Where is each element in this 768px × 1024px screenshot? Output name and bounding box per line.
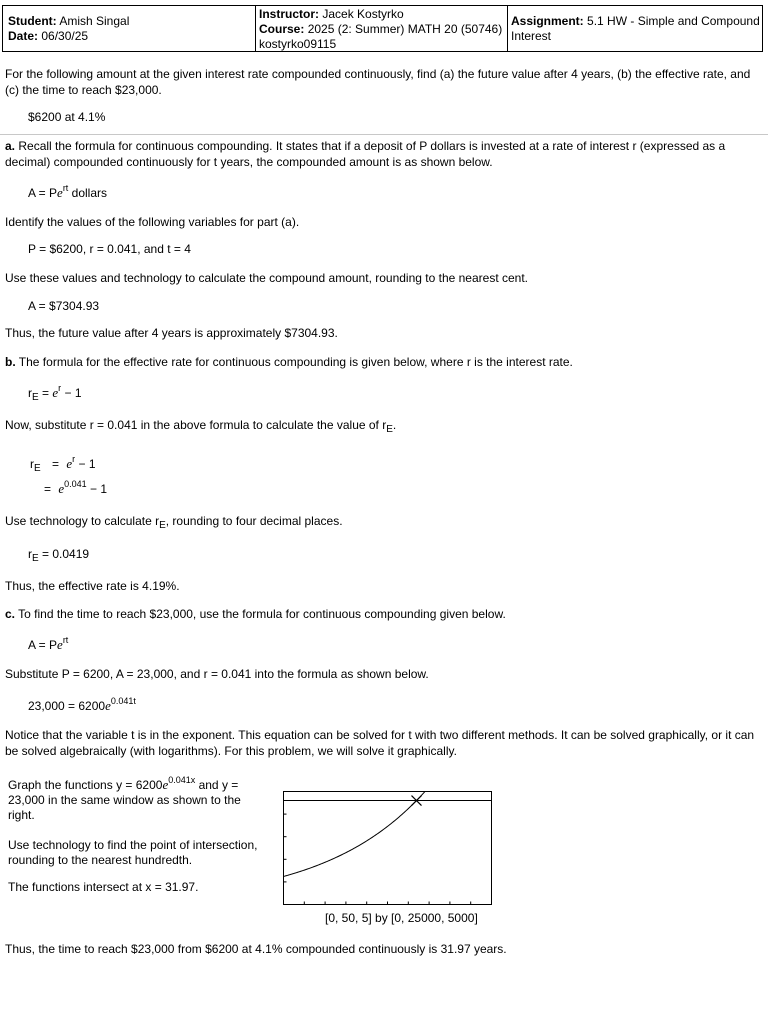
part-a-intro: [5, 138, 760, 170]
formula-unit: dollars: [68, 186, 107, 200]
effective-rate-formula: [28, 385, 82, 401]
part-a-text: Recall the formula for continuous compounding. It states that if a deposit of P dollars is invested at a rate of interest r (expressed as a decimal) compounded continuously for t years, the compounded amount is as shown below.: [5, 139, 726, 169]
rate-value: = 0.0419: [38, 547, 90, 561]
formula-lhs: A = P: [28, 638, 58, 652]
equals: =: [38, 386, 53, 400]
compound-amount-result: A = $7304.93: [28, 299, 100, 313]
exponent-r: r: [58, 383, 62, 393]
assignment-header: [2, 5, 763, 52]
effective-rate-result: [28, 546, 89, 562]
course-info: [259, 7, 502, 52]
use-technology-rate-text: [5, 513, 760, 529]
subscript-e: E: [386, 424, 393, 435]
r-symbol: r: [28, 547, 32, 561]
exponent-value: 0.041: [64, 479, 87, 489]
instructor-label: Instructor:: [259, 7, 319, 21]
euler-e: e: [57, 637, 63, 652]
problem-given: $6200 at 4.1%: [28, 110, 106, 124]
course-label: Course:: [259, 22, 305, 36]
use-tech-pre: Use technology to calculate r: [5, 514, 160, 528]
intersection-result: The functions intersect at x = 31.97.: [8, 880, 199, 894]
part-b-intro: [5, 354, 760, 370]
notice-text: Notice that the variable t is in the exponent. This equation can be solved for t with two different methods. It can be solved graphically, or it can be solved algebraically (with logarithms). For this problem, we will solve it graphically.: [5, 728, 755, 758]
part-c-label: c.: [5, 607, 16, 621]
continuous-formula-c: [28, 637, 68, 653]
graph-post: and y = 23,000 in the same window as shown to the right.: [8, 778, 241, 822]
assignment-title: 5.1 HW - Simple and Compound Interest: [511, 14, 760, 43]
section-divider: [0, 134, 768, 135]
part-a-conclusion: Thus, the future value after 4 years is approximately $7304.93.: [5, 326, 338, 340]
equals: =: [44, 482, 55, 496]
part-c-text: To find the time to reach $23,000, use the formula for continuous compounding given below.: [18, 607, 506, 621]
substitute-values-text: Substitute P = 6200, A = 23,000, and r = 0.041 into the formula as shown below.: [5, 667, 429, 681]
euler-e: e: [52, 385, 59, 400]
formula-lhs: A = P: [28, 186, 58, 200]
exponent-r: r: [72, 454, 76, 464]
continuous-formula: [28, 185, 107, 201]
substitute-text: [5, 417, 760, 433]
assignment-label: Assignment:: [511, 14, 584, 28]
variable-values: P = $6200, r = 0.041, and t = 4: [28, 242, 191, 256]
problem-statement: For the following amount at the given interest rate compounded continuously, find (a) the future value after 4 years, (b) the effective rate, and (c) the time to reach $23,000.: [5, 67, 751, 97]
part-b-conclusion: Thus, the effective rate is 4.19%.: [5, 579, 180, 593]
intersection-graph: [283, 791, 493, 906]
r-symbol: r: [30, 457, 34, 471]
effective-rate-step1: [30, 456, 96, 472]
part-b-label: b.: [5, 355, 16, 369]
substitute-pre: Now, substitute r = 0.041 in the above formula to calculate the value of r: [5, 418, 387, 432]
part-c-conclusion: Thus, the time to reach $23,000 from $6200 at 4.1% compounded continuously is 31.97 years.: [5, 942, 507, 956]
student-info: [8, 14, 129, 44]
graph-pre: Graph the functions y = 6200: [8, 778, 163, 792]
part-b-text: The formula for the effective rate for continuous compounding is given below, where r is the interest rate.: [18, 355, 573, 369]
intersection-instructions: Use technology to find the point of intersection, rounding to the nearest hundredth.: [8, 838, 258, 867]
header-divider: [507, 6, 508, 51]
assignment-info: [511, 14, 763, 44]
graph-frame: [284, 792, 492, 905]
substituted-equation: [28, 698, 136, 714]
graph-instructions: [8, 777, 270, 823]
use-technology-text: Use these values and technology to calculate the compound amount, rounding to the nearest cent.: [5, 271, 529, 285]
part-a-label: a.: [5, 139, 16, 153]
date-value: 06/30/25: [41, 29, 89, 43]
minus-one: − 1: [86, 482, 108, 496]
equation-lhs: 23,000 = 6200: [28, 699, 106, 713]
equation-exponent: 0.041t: [110, 696, 136, 706]
graph-exponent: 0.041x: [168, 775, 196, 785]
effective-rate-step2: [44, 481, 107, 497]
course-name: 2025 (2: Summer) MATH 20 (50746): [307, 22, 503, 36]
part-c-intro: [5, 606, 760, 622]
use-tech-post: , rounding to four decimal places.: [165, 514, 343, 528]
subscript-e: E: [32, 553, 39, 564]
identify-text: Identify the values of the following variables for part (a).: [5, 215, 300, 229]
subscript-e: E: [34, 463, 41, 474]
formula-exponent: rt: [62, 183, 69, 193]
date-label: Date:: [8, 29, 39, 43]
instructor-name: Jacek Kostyrko: [322, 7, 404, 21]
student-label: Student:: [8, 14, 57, 28]
minus-one: − 1: [75, 457, 96, 471]
equals: =: [48, 457, 63, 471]
euler-e: e: [105, 698, 111, 713]
course-code: kostyrko09115: [259, 37, 337, 51]
window-caption: [0, 50, 5] by [0, 25000, 5000]: [325, 911, 478, 925]
subscript-e: E: [32, 392, 39, 403]
r-symbol: r: [28, 386, 32, 400]
euler-e: e: [162, 777, 169, 792]
student-name: Amish Singal: [59, 14, 130, 28]
subscript-e: E: [159, 520, 166, 531]
euler-e: e: [58, 481, 65, 496]
formula-exponent: rt: [62, 635, 69, 645]
euler-e: e: [57, 185, 63, 200]
substitute-post: .: [392, 418, 397, 432]
minus-one: − 1: [61, 386, 82, 400]
header-divider: [255, 6, 256, 51]
euler-e: e: [66, 456, 73, 471]
